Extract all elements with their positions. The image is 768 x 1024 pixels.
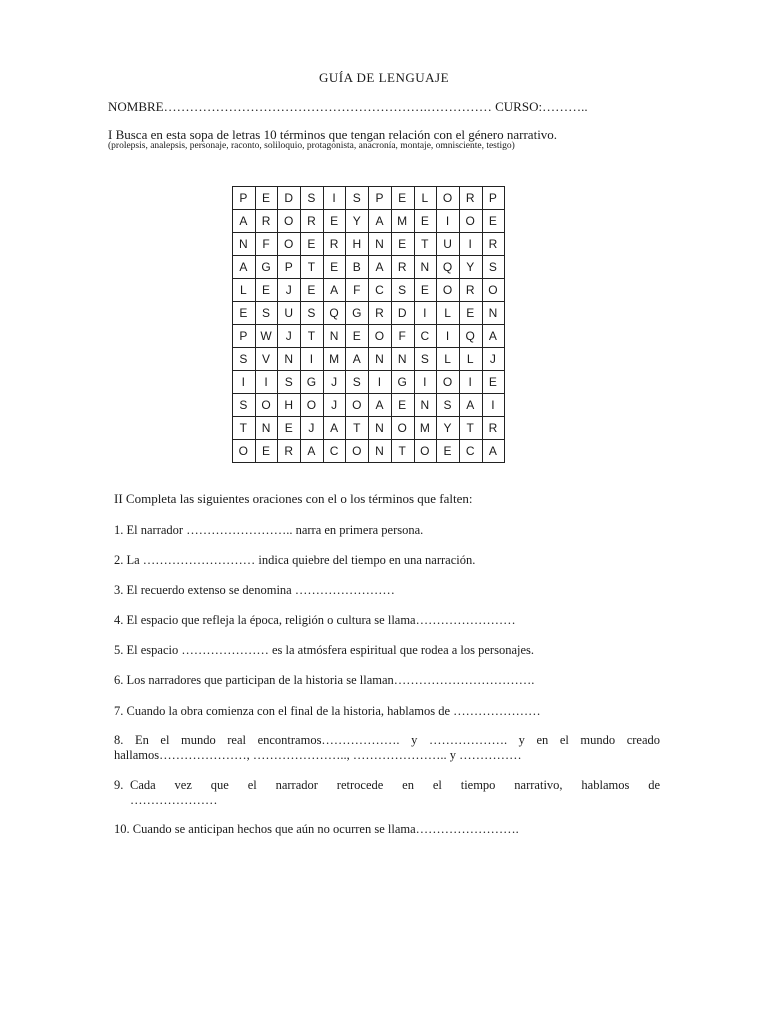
grid-cell: S	[414, 348, 437, 371]
grid-cell: A	[369, 210, 392, 233]
grid-cell: R	[323, 233, 346, 256]
grid-cell: S	[301, 302, 324, 325]
grid-cell: N	[278, 348, 301, 371]
grid-row	[233, 210, 505, 233]
grid-cell: O	[437, 371, 460, 394]
question-5: 5. El espacio ………………… es la atmósfera espiritual que rodea a los personajes.	[114, 643, 535, 657]
grid-row	[233, 440, 505, 463]
grid-cell: S	[301, 187, 324, 210]
grid-row	[233, 302, 505, 325]
grid-cell: Y	[459, 256, 482, 279]
grid-cell: I	[459, 371, 482, 394]
grid-cell: A	[323, 279, 346, 302]
grid-cell: E	[255, 187, 278, 210]
grid-cell: I	[414, 302, 437, 325]
grid-cell: G	[301, 371, 324, 394]
name-course-line: NOMBRE…………………………………………………….…………… CURSO:………..	[108, 99, 588, 114]
grid-cell: A	[233, 210, 256, 233]
question-4: 4. El espacio que refleja la época, religión o cultura se llama……………………	[114, 613, 516, 627]
grid-cell: N	[369, 348, 392, 371]
grid-cell: S	[437, 394, 460, 417]
grid-cell: W	[255, 325, 278, 348]
grid-row	[233, 348, 505, 371]
grid-row	[233, 256, 505, 279]
grid-cell: L	[437, 348, 460, 371]
grid-row	[233, 233, 505, 256]
question-9-line-2: …………………	[130, 793, 218, 807]
word-search-grid	[232, 186, 505, 463]
grid-cell: O	[346, 394, 369, 417]
question-2: 2. La ……………………… indica quiebre del tiempo en una narración.	[114, 553, 476, 567]
grid-cell: E	[391, 394, 414, 417]
grid-cell: R	[301, 210, 324, 233]
grid-cell: V	[255, 348, 278, 371]
grid-cell: N	[369, 417, 392, 440]
grid-cell: D	[278, 187, 301, 210]
grid-row	[233, 279, 505, 302]
page-title: GUÍA DE LENGUAJE	[318, 70, 450, 85]
grid-cell: F	[391, 325, 414, 348]
grid-row	[233, 417, 505, 440]
grid-cell: S	[482, 256, 505, 279]
grid-cell: R	[482, 417, 505, 440]
question-9-number: 9.	[114, 778, 124, 792]
grid-cell: N	[414, 256, 437, 279]
grid-cell: N	[414, 394, 437, 417]
question-10: 10. Cuando se anticipan hechos que aún no ocurren se llama…………………….	[114, 822, 519, 836]
grid-cell: O	[278, 210, 301, 233]
grid-cell: M	[414, 417, 437, 440]
grid-cell: O	[414, 440, 437, 463]
grid-cell: R	[369, 302, 392, 325]
grid-cell: Q	[437, 256, 460, 279]
grid-cell: L	[233, 279, 256, 302]
grid-cell: S	[278, 371, 301, 394]
grid-cell: J	[323, 394, 346, 417]
grid-cell: U	[278, 302, 301, 325]
grid-cell: T	[301, 256, 324, 279]
question-8: 8. En el mundo real encontramos………………. y ………………. y en el mundo creado hallamos…………………, ………………….., ………………….. y ……………	[114, 733, 660, 762]
grid-cell: N	[323, 325, 346, 348]
grid-cell: C	[459, 440, 482, 463]
grid-cell: I	[369, 371, 392, 394]
grid-cell: P	[233, 187, 256, 210]
grid-row	[233, 187, 505, 210]
grid-cell: S	[233, 394, 256, 417]
grid-cell: E	[301, 233, 324, 256]
grid-cell: E	[278, 417, 301, 440]
grid-cell: I	[414, 371, 437, 394]
grid-cell: I	[437, 325, 460, 348]
section-2-instruction: II Completa las siguientes oraciones con el o los términos que falten:	[114, 491, 473, 506]
grid-cell: A	[233, 256, 256, 279]
grid-cell: L	[459, 348, 482, 371]
grid-cell: N	[369, 440, 392, 463]
grid-cell: S	[233, 348, 256, 371]
grid-cell: R	[255, 210, 278, 233]
grid-cell: I	[255, 371, 278, 394]
grid-cell: S	[346, 371, 369, 394]
grid-cell: N	[369, 233, 392, 256]
grid-cell: P	[369, 187, 392, 210]
grid-cell: A	[346, 348, 369, 371]
grid-cell: E	[414, 210, 437, 233]
grid-cell: R	[482, 233, 505, 256]
grid-cell: J	[482, 348, 505, 371]
grid-cell: P	[482, 187, 505, 210]
grid-cell: J	[323, 371, 346, 394]
grid-cell: N	[482, 302, 505, 325]
grid-cell: J	[301, 417, 324, 440]
grid-cell: J	[278, 279, 301, 302]
grid-cell: R	[459, 187, 482, 210]
grid-cell: R	[459, 279, 482, 302]
grid-cell: T	[301, 325, 324, 348]
grid-cell: I	[482, 394, 505, 417]
grid-cell: L	[437, 302, 460, 325]
grid-cell: O	[437, 187, 460, 210]
grid-cell: G	[346, 302, 369, 325]
grid-cell: E	[482, 371, 505, 394]
grid-cell: P	[233, 325, 256, 348]
grid-cell: N	[255, 417, 278, 440]
grid-cell: E	[459, 302, 482, 325]
grid-cell: A	[369, 394, 392, 417]
grid-cell: E	[437, 440, 460, 463]
grid-cell: A	[459, 394, 482, 417]
grid-cell: R	[278, 440, 301, 463]
grid-cell: E	[323, 210, 346, 233]
grid-cell: A	[482, 325, 505, 348]
grid-cell: I	[323, 187, 346, 210]
grid-cell: T	[459, 417, 482, 440]
grid-cell: O	[278, 233, 301, 256]
grid-cell: N	[233, 233, 256, 256]
grid-cell: L	[414, 187, 437, 210]
grid-cell: I	[301, 348, 324, 371]
grid-row	[233, 325, 505, 348]
grid-cell: H	[278, 394, 301, 417]
grid-cell: A	[301, 440, 324, 463]
grid-cell: E	[391, 233, 414, 256]
grid-cell: O	[369, 325, 392, 348]
grid-cell: E	[482, 210, 505, 233]
grid-cell: C	[323, 440, 346, 463]
grid-cell: E	[323, 256, 346, 279]
grid-cell: T	[414, 233, 437, 256]
grid-cell: S	[346, 187, 369, 210]
grid-cell: C	[414, 325, 437, 348]
question-6: 6. Los narradores que participan de la historia se llaman…………………………….	[114, 673, 535, 687]
grid-cell: S	[255, 302, 278, 325]
grid-cell: E	[233, 302, 256, 325]
grid-cell: O	[301, 394, 324, 417]
grid-cell: P	[278, 256, 301, 279]
grid-cell: H	[346, 233, 369, 256]
grid-cell: I	[437, 210, 460, 233]
question-1: 1. El narrador …………………….. narra en primera persona.	[114, 523, 424, 537]
grid-cell: I	[459, 233, 482, 256]
grid-cell: F	[346, 279, 369, 302]
section-1-terms: (prolepsis, analepsis, personaje, raconto, soliloquio, protagonista, anacronía, montaje, omnisciente, testigo)	[108, 141, 515, 151]
grid-cell: S	[391, 279, 414, 302]
grid-cell: Y	[437, 417, 460, 440]
grid-cell: O	[482, 279, 505, 302]
grid-cell: J	[278, 325, 301, 348]
grid-cell: O	[437, 279, 460, 302]
grid-cell: E	[255, 279, 278, 302]
grid-row	[233, 394, 505, 417]
grid-cell: E	[255, 440, 278, 463]
grid-cell: A	[482, 440, 505, 463]
grid-cell: E	[346, 325, 369, 348]
grid-row	[233, 371, 505, 394]
grid-cell: T	[346, 417, 369, 440]
grid-cell: N	[391, 348, 414, 371]
grid-cell: E	[301, 279, 324, 302]
grid-cell: C	[369, 279, 392, 302]
grid-cell: Q	[323, 302, 346, 325]
grid-cell: G	[391, 371, 414, 394]
grid-cell: M	[323, 348, 346, 371]
grid-cell: D	[391, 302, 414, 325]
grid-cell: I	[233, 371, 256, 394]
grid-cell: F	[255, 233, 278, 256]
question-3: 3. El recuerdo extenso se denomina ……………………	[114, 583, 395, 597]
question-7: 7. Cuando la obra comienza con el final de la historia, hablamos de …………………	[114, 704, 541, 718]
grid-cell: O	[391, 417, 414, 440]
grid-cell: E	[414, 279, 437, 302]
grid-cell: Y	[346, 210, 369, 233]
grid-cell: O	[255, 394, 278, 417]
grid-cell: G	[255, 256, 278, 279]
section-1-instruction: I Busca en esta sopa de letras 10 términos que tengan relación con el género narrativo.	[108, 127, 558, 142]
grid-cell: A	[323, 417, 346, 440]
grid-cell: R	[391, 256, 414, 279]
grid-cell: O	[459, 210, 482, 233]
grid-cell: A	[369, 256, 392, 279]
grid-cell: O	[346, 440, 369, 463]
grid-cell: O	[233, 440, 256, 463]
grid-cell: T	[233, 417, 256, 440]
grid-cell: Q	[459, 325, 482, 348]
question-9-line-1: Cada vez que el narrador retrocede en el tiempo narrativo, hablamos de	[130, 778, 660, 792]
grid-cell: M	[391, 210, 414, 233]
grid-cell: U	[437, 233, 460, 256]
grid-cell: B	[346, 256, 369, 279]
grid-cell: T	[391, 440, 414, 463]
grid-cell: E	[391, 187, 414, 210]
